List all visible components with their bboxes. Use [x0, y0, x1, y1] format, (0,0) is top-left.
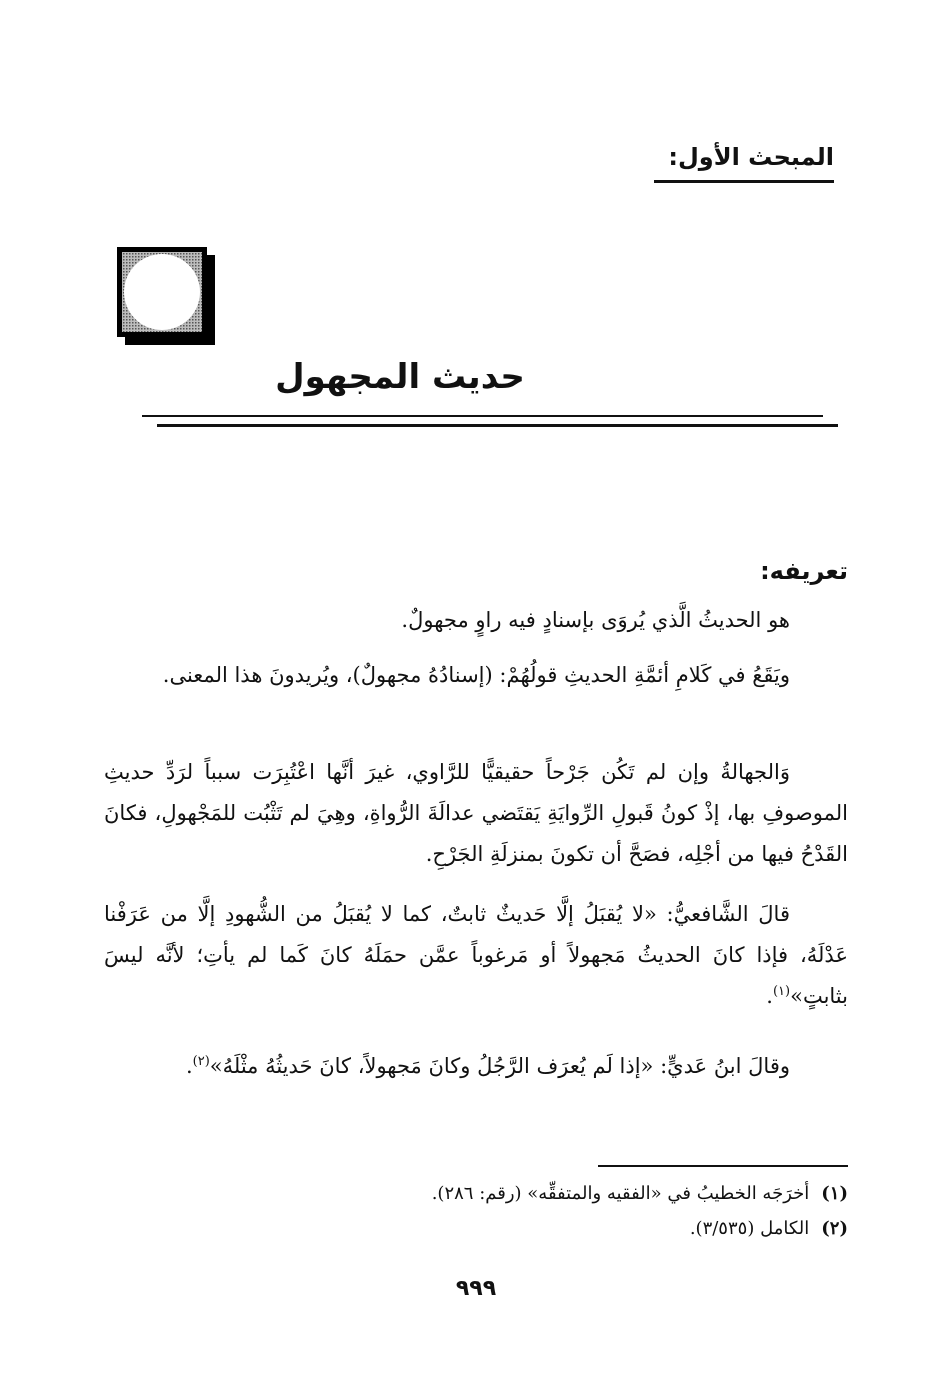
footnote-number: (١): [821, 1183, 848, 1204]
title-rule-bottom: [157, 424, 838, 427]
footnote-2: [104, 1215, 848, 1243]
definition-heading: تعريفه:: [760, 557, 848, 585]
footnote-ref-2: (٢): [192, 1054, 210, 1069]
section-label-underline: [654, 180, 834, 183]
circle-in-shaded-square-ornament-icon: [117, 247, 215, 345]
shafii-quote-end: .: [766, 984, 773, 1008]
footnote-1: [104, 1180, 848, 1208]
chapter-title: حديث المجهول: [275, 357, 525, 397]
footnote-text: أخرَجَه الخطيبُ في «الفقيه والمتفقِّه» (رقم: ٢٨٦).: [431, 1183, 810, 1204]
section-label: المبحث الأول:: [668, 143, 834, 171]
ibn-adi-quote-end: .: [185, 1054, 193, 1078]
paragraph-jahala: وَالجهالةُ وإن لم تَكُن جَرْحاً حقيقيًّا للرَّاوي، غيرَ أنَّها اعْتُبِرَت سبباً لرَدِّ حديثِ الموصوفِ بها، إذْ كونُ قَبولِ الرِّوايَةِ يَقتَضي عدالَةَ الرُّواةِ، وهِيَ لم تَثْبُت للمَجْهولِ، فكانَ القَدْحُ فيها من أجْلِه، فصَحَّ أن تكونَ بمنزلَةِ الجَرْحِ.: [104, 760, 848, 866]
shafii-quote-text: قالَ الشَّافعيُّ: «لا يُقبَلُ إلَّا حَديثٌ ثابتٌ، كما لا يُقبَلُ من الشُّهودِ إلَّا من عَرَفْنا عَدْلَهُ، فإذا كانَ الحديثُ مَجهولاً أو مَرغوباً عمَّن حمَلَهُ كانَ كَما لم يأتِ؛ لأنَّه ليسَ بثابتٍ»: [104, 902, 848, 1008]
footnote-ref-1: (١): [772, 984, 791, 999]
ibn-adi-quote-text: وقالَ ابنُ عَديٍّ: «إذا لَم يُعرَف الرَّجُلُ وكانَ مَجهولاً، كانَ حَديثُهُ مثْلَهُ»: [209, 1054, 790, 1078]
paragraph-ibn-adi-quote: [104, 1046, 848, 1087]
title-rule-top: [142, 415, 823, 417]
paragraph-definition: هو الحديثُ الَّذي يُروَى بإسنادٍ فيه راوٍ مجهولٌ.: [401, 608, 790, 632]
paragraph-shafii-quote: [104, 894, 848, 1017]
footnote-separator: [598, 1165, 848, 1167]
footnote-text: الكامل (٣/٥٣٥).: [689, 1218, 810, 1239]
paragraph-usage: ويَقَعُ في كَلامِ أئمَّةِ الحديثِ قولُهُمْ: (إسنادُهُ مجهولٌ)، ويُريدونَ هذا المعنى.: [162, 663, 790, 687]
page-number: ٩٩٩: [455, 1276, 497, 1301]
footnote-number: (٢): [821, 1218, 848, 1239]
